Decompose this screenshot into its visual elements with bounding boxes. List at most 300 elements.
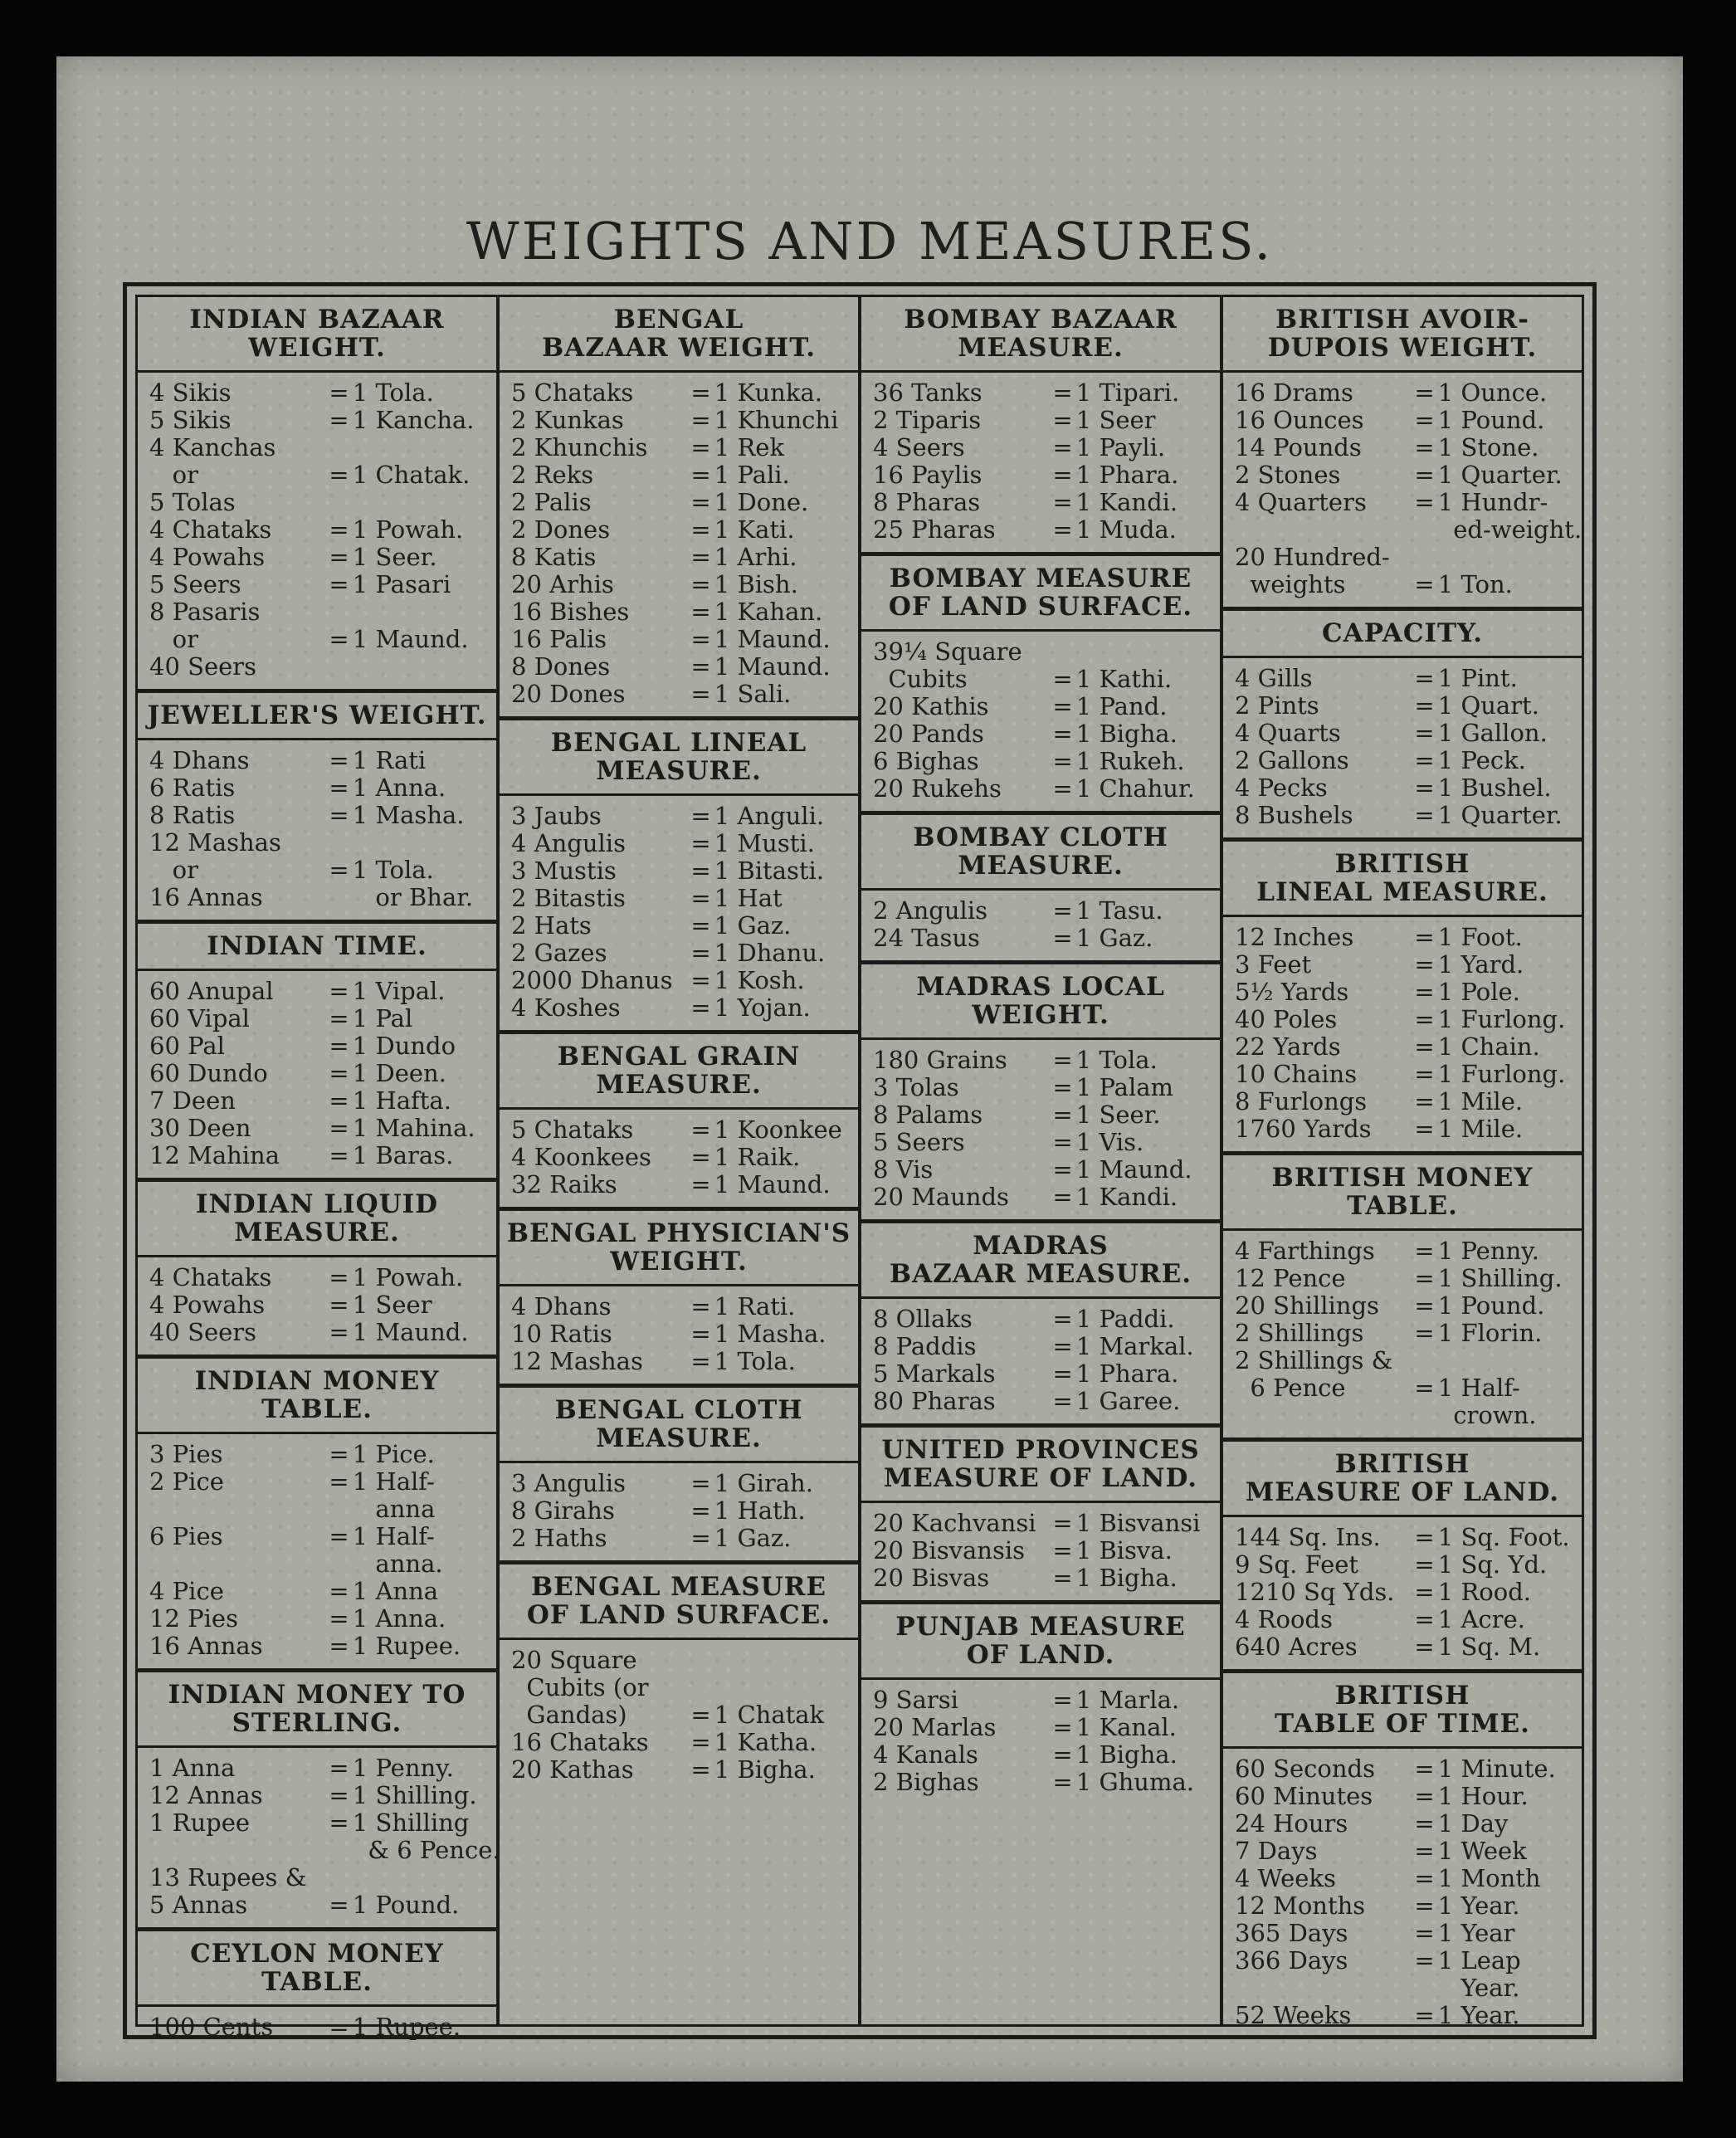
measure-row bbox=[1235, 1292, 1573, 1320]
measure-right: & 6 Pence. bbox=[352, 1836, 500, 1864]
section-body bbox=[1223, 1231, 1582, 1442]
measure-row bbox=[1235, 1524, 1573, 1551]
measure-left: 30 Deen bbox=[149, 1114, 251, 1142]
measure-row bbox=[1235, 1579, 1573, 1606]
measure-row bbox=[149, 379, 488, 407]
equals-sign: = bbox=[1052, 1128, 1073, 1156]
measure-right bbox=[353, 829, 488, 857]
measure-row bbox=[1235, 1237, 1573, 1265]
equals-sign: = bbox=[1052, 1359, 1073, 1388]
section-title-line: STERLING. bbox=[232, 1708, 402, 1738]
measure-row bbox=[149, 571, 488, 598]
measure-left: 20 Arhis bbox=[511, 570, 614, 598]
section-title bbox=[138, 1359, 496, 1434]
measure-left: 10 Ratis bbox=[511, 1320, 612, 1348]
measure-left: 16 Paylis bbox=[873, 461, 983, 489]
measure-right: 1 Phara. bbox=[1075, 1359, 1179, 1388]
measure-left: 4 Sikis bbox=[149, 378, 232, 407]
equals-sign: = bbox=[1414, 1837, 1435, 1865]
measure-right: 1 Kati. bbox=[714, 515, 795, 544]
equals-sign: = bbox=[1052, 1332, 1073, 1360]
measure-left: 180 Grains bbox=[873, 1046, 1007, 1074]
measure-row bbox=[1235, 1755, 1573, 1783]
equals-sign: = bbox=[690, 857, 711, 885]
measure-left: 6 Bighas bbox=[873, 747, 979, 775]
measure-left: 3 Pies bbox=[149, 1440, 223, 1468]
measure-right: 1 Maund. bbox=[1075, 1155, 1192, 1184]
measure-row bbox=[149, 884, 488, 911]
measure-row bbox=[1235, 1920, 1573, 1947]
measure-row bbox=[149, 1005, 488, 1032]
measure-right: 1 Masha. bbox=[352, 801, 465, 829]
section-title-line: WEIGHT. bbox=[248, 333, 386, 363]
equals-sign bbox=[1411, 544, 1438, 571]
equals-sign: = bbox=[329, 543, 349, 571]
measure-row bbox=[511, 1525, 850, 1552]
section-title-line: BRITISH bbox=[1334, 849, 1470, 879]
measure-right: 1 Arhi. bbox=[714, 543, 797, 571]
equals-sign: = bbox=[1052, 1046, 1073, 1074]
section-title-line: BENGAL bbox=[613, 305, 744, 334]
measure-right: 1 Mile. bbox=[1437, 1087, 1524, 1115]
equals-sign: = bbox=[1414, 1605, 1435, 1633]
measure-right: 1 Pal bbox=[352, 1004, 413, 1032]
equals-sign: = bbox=[1414, 1374, 1435, 1402]
equals-sign: = bbox=[1414, 1005, 1435, 1033]
measure-right: 1 Gallon. bbox=[1437, 719, 1548, 747]
measure-right: 1 Penny. bbox=[352, 1754, 454, 1782]
measure-right: 1 Year. bbox=[1437, 2001, 1520, 2029]
measure-left: 20 Kathas bbox=[511, 1755, 634, 1784]
section-body bbox=[1223, 917, 1582, 1155]
measure-left: 5 Seers bbox=[149, 570, 241, 598]
measure-right: 1 Pole. bbox=[1437, 978, 1520, 1006]
measure-row bbox=[1235, 379, 1573, 407]
measure-right: 1 Muda. bbox=[1075, 515, 1177, 544]
equals-sign: = bbox=[690, 625, 711, 653]
equals-sign: = bbox=[690, 378, 711, 407]
measure-row bbox=[511, 912, 850, 940]
measure-right: 1 Ton. bbox=[1437, 570, 1513, 598]
section-body bbox=[861, 1503, 1220, 1604]
section-body bbox=[138, 1257, 496, 1359]
equals-sign: = bbox=[1414, 664, 1435, 692]
measure-row bbox=[873, 720, 1212, 748]
section-body bbox=[861, 1680, 1220, 2024]
measure-row bbox=[511, 434, 850, 461]
measure-left: 5 Chataks bbox=[511, 1115, 634, 1144]
section-title-line: CAPACITY. bbox=[1321, 618, 1483, 648]
equals-sign: = bbox=[329, 1632, 349, 1660]
equals-sign bbox=[1049, 638, 1076, 666]
measure-row bbox=[1235, 979, 1573, 1006]
measure-row bbox=[1235, 1783, 1573, 1810]
section-body bbox=[500, 1110, 858, 1211]
measure-row bbox=[873, 775, 1212, 803]
measure-right: 1 Week bbox=[1437, 1837, 1527, 1865]
equals-sign: = bbox=[1414, 378, 1435, 407]
measure-right: 1 Maund. bbox=[714, 625, 831, 653]
equals-sign: = bbox=[329, 1263, 349, 1291]
measure-row bbox=[1235, 747, 1573, 774]
section-title-line: MADRAS LOCAL bbox=[916, 972, 1165, 1002]
equals-sign: = bbox=[1052, 1305, 1073, 1333]
measure-left: 2 Bighas bbox=[873, 1768, 979, 1796]
measure-right: 1 Half- bbox=[352, 1522, 435, 1550]
measure-right: 1 Musti. bbox=[714, 829, 815, 857]
section-title-line: BENGAL PHYSICIAN'S bbox=[506, 1218, 851, 1248]
equals-sign: = bbox=[329, 856, 349, 884]
measure-row bbox=[511, 379, 850, 407]
measure-row bbox=[1235, 692, 1573, 720]
section-body bbox=[138, 373, 496, 693]
section-body bbox=[861, 373, 1220, 556]
equals-sign: = bbox=[329, 1440, 349, 1468]
equals-sign: = bbox=[690, 829, 711, 857]
measure-left: 5 Chataks bbox=[511, 378, 634, 407]
measure-left: 4 Chataks bbox=[149, 515, 272, 544]
measure-left: 12 Months bbox=[1235, 1891, 1366, 1920]
measure-left: 8 Ollaks bbox=[873, 1305, 973, 1333]
measure-left: 1210 Sq Yds. bbox=[1235, 1578, 1395, 1606]
measure-row bbox=[1235, 461, 1573, 489]
measure-right bbox=[353, 653, 488, 681]
measure-row bbox=[511, 803, 850, 830]
measure-row bbox=[1235, 1347, 1573, 1374]
section-title bbox=[1223, 1155, 1582, 1231]
measure-right: 1 Girah. bbox=[714, 1469, 813, 1497]
measure-left: 2 Stones bbox=[1235, 461, 1341, 489]
section-title-line: BOMBAY CLOTH bbox=[913, 822, 1168, 852]
measure-right: 1 Quarter. bbox=[1437, 461, 1563, 489]
equals-sign: = bbox=[1414, 1087, 1435, 1115]
measure-right: 1 Chatak bbox=[714, 1701, 825, 1729]
measure-row bbox=[149, 598, 488, 626]
measure-right: 1 Tola. bbox=[352, 378, 434, 407]
measure-row bbox=[511, 489, 850, 516]
measure-right: 1 Day bbox=[1437, 1809, 1509, 1838]
column-1 bbox=[138, 297, 500, 2041]
column-2 bbox=[500, 297, 861, 2024]
section-title-line: JEWELLER'S WEIGHT. bbox=[147, 700, 487, 730]
equals-sign: = bbox=[1052, 461, 1073, 489]
measure-row bbox=[511, 830, 850, 857]
measure-left: 2 Hats bbox=[511, 911, 592, 940]
section-title-line: WEIGHT. bbox=[610, 1247, 748, 1276]
measure-left: or bbox=[149, 856, 198, 884]
section-body bbox=[1223, 1517, 1582, 1673]
measure-right: 1 Pound. bbox=[352, 1891, 460, 1919]
equals-sign bbox=[1411, 1974, 1438, 2002]
measure-left: 12 Annas bbox=[149, 1781, 263, 1809]
measure-row bbox=[511, 885, 850, 912]
measure-row bbox=[149, 1864, 488, 1891]
equals-sign: = bbox=[329, 461, 349, 489]
measure-right bbox=[353, 489, 488, 516]
measure-left: 24 Hours bbox=[1235, 1809, 1348, 1838]
equals-sign: = bbox=[690, 1701, 711, 1729]
measure-left: 20 Hundred- bbox=[1235, 543, 1390, 571]
section-title-line: DUPOIS WEIGHT. bbox=[1267, 333, 1538, 363]
section-title bbox=[861, 297, 1220, 373]
measure-right: 1 Bisvansi bbox=[1075, 1509, 1201, 1537]
section-body bbox=[861, 632, 1220, 815]
measure-row bbox=[873, 1047, 1212, 1074]
measure-row bbox=[149, 1836, 500, 1864]
measure-left: 4 Pice bbox=[149, 1577, 224, 1605]
measure-row bbox=[511, 1470, 850, 1497]
measure-row bbox=[1235, 434, 1573, 461]
measure-row bbox=[149, 1891, 488, 1919]
measure-row bbox=[873, 1101, 1212, 1129]
measure-right: 1 Chain. bbox=[1437, 1032, 1540, 1061]
measure-left: 16 Annas bbox=[149, 1632, 263, 1660]
measure-left: 4 Powahs bbox=[149, 543, 266, 571]
section-title bbox=[1223, 1442, 1582, 1517]
equals-sign: = bbox=[1052, 720, 1073, 748]
section-title bbox=[861, 1223, 1220, 1299]
section-body bbox=[500, 1286, 858, 1388]
equals-sign: = bbox=[1414, 1264, 1435, 1292]
measure-left: 13 Rupees & bbox=[149, 1863, 307, 1891]
measure-right: 1 Quarter. bbox=[1437, 801, 1563, 829]
measure-left: 9 Sq. Feet bbox=[1235, 1550, 1359, 1579]
equals-sign: = bbox=[690, 1524, 711, 1552]
section-title-line: MEASURE. bbox=[596, 756, 762, 786]
equals-sign: = bbox=[329, 1318, 349, 1346]
measure-row bbox=[149, 1578, 488, 1605]
equals-sign: = bbox=[1052, 1536, 1073, 1564]
measure-left: 2 Pints bbox=[1235, 691, 1319, 720]
measure-right: 1 Sq. M. bbox=[1437, 1633, 1541, 1661]
measure-left: 24 Tasus bbox=[873, 924, 980, 952]
equals-sign: = bbox=[1414, 1237, 1435, 1265]
measure-row bbox=[149, 2014, 488, 2041]
equals-sign: = bbox=[1414, 691, 1435, 720]
measure-left: 3 Tolas bbox=[873, 1073, 959, 1101]
measure-left: 14 Pounds bbox=[1235, 433, 1362, 461]
equals-sign: = bbox=[1052, 433, 1073, 461]
measure-left: 16 Annas bbox=[149, 883, 263, 911]
measure-row bbox=[873, 461, 1212, 489]
page-title: WEIGHTS AND MEASURES. bbox=[466, 211, 1274, 271]
measure-right: 1 Garee. bbox=[1075, 1387, 1181, 1415]
section-body bbox=[861, 891, 1220, 964]
measure-row bbox=[149, 1496, 488, 1523]
measure-left: 1 Rupee bbox=[149, 1809, 251, 1837]
section-title bbox=[861, 556, 1220, 632]
section-title-line: BENGAL CLOTH bbox=[554, 1395, 803, 1425]
measure-right: 1 Tola. bbox=[714, 1347, 796, 1375]
section-title bbox=[861, 815, 1220, 891]
measure-row bbox=[1235, 951, 1573, 979]
equals-sign: = bbox=[1052, 406, 1073, 434]
equals-sign: = bbox=[1414, 923, 1435, 951]
measure-row bbox=[511, 1647, 850, 1674]
equals-sign: = bbox=[1414, 1550, 1435, 1579]
section-title-line: BOMBAY MEASURE bbox=[889, 564, 1192, 593]
equals-sign: = bbox=[329, 1754, 349, 1782]
section-body bbox=[500, 1640, 858, 2024]
measure-right: 1 Kandi. bbox=[1075, 488, 1178, 516]
measure-left: 16 Drams bbox=[1235, 378, 1353, 407]
measure-left: 6 Pence bbox=[1235, 1374, 1346, 1402]
measure-left: 2 Pice bbox=[149, 1467, 224, 1496]
measure-right: 1 Chahur. bbox=[1075, 774, 1195, 803]
measure-right: 1 Month bbox=[1437, 1864, 1541, 1892]
measure-right: 1 Kancha. bbox=[352, 406, 475, 434]
column-4 bbox=[1223, 297, 1582, 2029]
equals-sign: = bbox=[329, 801, 349, 829]
measure-row bbox=[873, 1129, 1212, 1156]
measure-row bbox=[511, 598, 850, 626]
section-title-line: PUNJAB MEASURE bbox=[895, 1612, 1186, 1642]
column-3 bbox=[861, 297, 1223, 2024]
measure-left: 20 Kathis bbox=[873, 692, 989, 720]
measure-right: 1 Rukeh. bbox=[1075, 747, 1185, 775]
section-title-line: BAZAAR WEIGHT. bbox=[541, 333, 817, 363]
section-body bbox=[1223, 1749, 1582, 2038]
measure-right: 1 Done. bbox=[714, 488, 809, 516]
measure-left: 60 Vipal bbox=[149, 1004, 250, 1032]
measure-right: 1 Maund. bbox=[352, 1318, 469, 1346]
section-title bbox=[1223, 1673, 1582, 1749]
measure-left: 8 Girahs bbox=[511, 1496, 615, 1525]
measure-left: 20 Bisvansis bbox=[873, 1536, 1025, 1564]
measure-right: 1 Bigha. bbox=[1075, 720, 1178, 748]
measure-right: 1 Anna. bbox=[352, 1604, 446, 1633]
measure-right: 1 Seer. bbox=[1075, 1101, 1161, 1129]
equals-sign: = bbox=[329, 1891, 349, 1919]
measure-right: 1 Sq. Yd. bbox=[1437, 1550, 1548, 1579]
section-body bbox=[500, 1463, 858, 1564]
measure-right: 1 Kosh. bbox=[714, 966, 805, 994]
measure-row bbox=[873, 1333, 1212, 1360]
measure-left bbox=[149, 1550, 325, 1578]
equals-sign: = bbox=[329, 1577, 349, 1605]
measure-row bbox=[873, 897, 1212, 925]
measure-left: 12 Mashas bbox=[511, 1347, 643, 1375]
equals-sign: = bbox=[1052, 1564, 1073, 1592]
equals-sign: = bbox=[329, 1467, 349, 1496]
equals-sign: = bbox=[690, 993, 711, 1022]
measure-left: 4 Koonkees bbox=[511, 1143, 651, 1171]
measure-right: 1 Raik. bbox=[714, 1143, 801, 1171]
section-title bbox=[500, 720, 858, 796]
measure-row bbox=[1235, 1633, 1573, 1661]
section-title-line: WEIGHT. bbox=[972, 1000, 1109, 1030]
section-title bbox=[500, 1388, 858, 1463]
measure-left: 4 Kanals bbox=[873, 1740, 978, 1769]
measure-row bbox=[511, 1701, 850, 1729]
measure-row bbox=[511, 1497, 850, 1525]
equals-sign: = bbox=[690, 1347, 711, 1375]
measure-right: 1 Maund. bbox=[352, 625, 469, 653]
measure-right: 1 Dhanu. bbox=[714, 939, 826, 967]
measure-right: 1 Penny. bbox=[1437, 1237, 1539, 1265]
equals-sign: = bbox=[1052, 1155, 1073, 1184]
measure-right: 1 Gaz. bbox=[714, 1524, 792, 1552]
equals-sign: = bbox=[1052, 378, 1073, 407]
measure-left: 20 Bisvas bbox=[873, 1564, 990, 1592]
measure-left: 12 Inches bbox=[1235, 923, 1354, 951]
measure-row bbox=[1235, 1810, 1573, 1838]
measure-row bbox=[873, 1510, 1212, 1537]
measure-row bbox=[149, 1441, 488, 1468]
equals-sign: = bbox=[1414, 461, 1435, 489]
section-body bbox=[500, 796, 858, 1034]
measure-left: 39¼ Square bbox=[873, 637, 1022, 666]
measure-right: 1 Tasu. bbox=[1075, 896, 1163, 925]
measure-right: Year. bbox=[1437, 1974, 1520, 2002]
section-body bbox=[138, 740, 496, 924]
measure-right: 1 Pasari bbox=[352, 570, 451, 598]
measure-row bbox=[511, 857, 850, 885]
measure-left: 2 Bitastis bbox=[511, 884, 626, 912]
measure-right: 1 Florin. bbox=[1437, 1319, 1543, 1347]
measure-left: 3 Jaubs bbox=[511, 802, 602, 830]
measure-right: 1 Rati bbox=[352, 746, 427, 774]
equals-sign bbox=[325, 1496, 353, 1523]
equals-sign: = bbox=[1052, 665, 1073, 693]
measure-row bbox=[1235, 1033, 1573, 1061]
measure-left: 4 Kanchas bbox=[149, 433, 276, 461]
measure-row bbox=[873, 1184, 1212, 1211]
measure-row bbox=[511, 1171, 850, 1198]
equals-sign: = bbox=[329, 406, 349, 434]
measure-right: 1 Quart. bbox=[1437, 691, 1539, 720]
equals-sign: = bbox=[1414, 1032, 1435, 1061]
measure-left: 16 Ounces bbox=[1235, 406, 1364, 434]
section-title-line: BAZAAR MEASURE. bbox=[889, 1259, 1192, 1289]
equals-sign: = bbox=[1052, 1101, 1073, 1129]
equals-sign bbox=[1411, 1402, 1438, 1429]
measure-left: 4 Angulis bbox=[511, 829, 626, 857]
equals-sign: = bbox=[1414, 1809, 1435, 1838]
measure-left: 12 Mahina bbox=[149, 1141, 280, 1169]
measure-right: 1 Furlong. bbox=[1437, 1060, 1566, 1088]
measure-right: 1 Shilling. bbox=[1437, 1264, 1563, 1292]
measure-row bbox=[873, 516, 1212, 544]
measure-left: 6 Pies bbox=[149, 1522, 223, 1550]
equals-sign bbox=[325, 1864, 353, 1891]
equals-sign: = bbox=[690, 680, 711, 708]
measure-right: 1 Payli. bbox=[1075, 433, 1166, 461]
equals-sign: = bbox=[1052, 1768, 1073, 1796]
measure-right: 1 Bigha. bbox=[1075, 1564, 1178, 1592]
equals-sign: = bbox=[329, 977, 349, 1005]
measure-row bbox=[873, 666, 1212, 693]
section-title bbox=[1223, 611, 1582, 658]
section-title-line: BENGAL LINEAL bbox=[550, 728, 807, 758]
measure-left: 8 Furlongs bbox=[1235, 1087, 1368, 1115]
measure-right: 1 Powah. bbox=[352, 515, 464, 544]
section-title bbox=[500, 1211, 858, 1286]
equals-sign: = bbox=[1414, 1891, 1435, 1920]
measure-row bbox=[149, 1115, 488, 1142]
measure-right: 1 Kathi. bbox=[1075, 665, 1173, 693]
measure-left: 8 Katis bbox=[511, 543, 597, 571]
measure-right: 1 Seer. bbox=[352, 543, 437, 571]
measure-left: 4 Weeks bbox=[1235, 1864, 1336, 1892]
measure-right bbox=[1076, 638, 1212, 666]
section-title-line: BRITISH AVOIR- bbox=[1275, 305, 1529, 334]
measure-right: 1 Vipal. bbox=[352, 977, 446, 1005]
section-title bbox=[500, 1564, 858, 1640]
equals-sign: = bbox=[690, 884, 711, 912]
measure-left: 2 Angulis bbox=[873, 896, 987, 925]
equals-sign: = bbox=[1414, 746, 1435, 774]
